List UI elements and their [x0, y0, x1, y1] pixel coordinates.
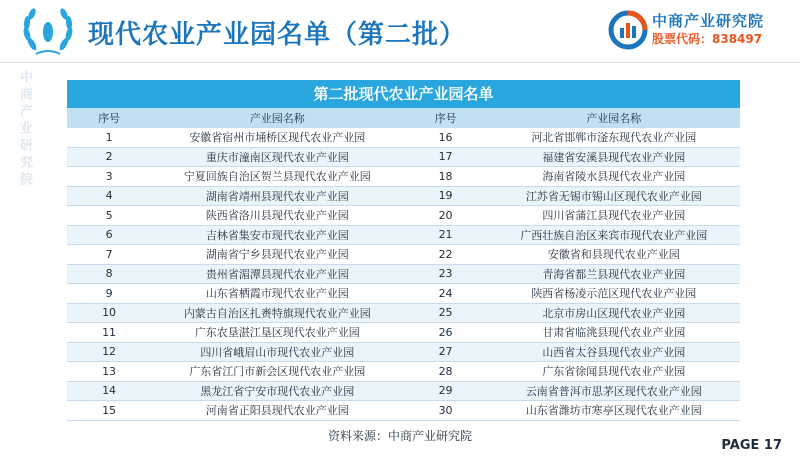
column-header: 序号: [404, 108, 488, 128]
table-title: 第二批现代农业产业园名单: [67, 80, 740, 108]
table-row: [67, 225, 740, 245]
table-row: [67, 167, 740, 187]
header-bar: [0, 0, 800, 62]
row-number-cell: 30: [404, 401, 488, 421]
page-number: PAGE 17: [721, 438, 782, 453]
table-row: [67, 342, 740, 362]
laurel-wreath-icon: [18, 6, 78, 58]
row-number-cell: 7: [67, 245, 151, 265]
brand-block: [608, 8, 778, 52]
park-name-cell: 青海省都兰县现代农业产业园: [488, 264, 740, 284]
park-list-table: [67, 80, 740, 421]
table-row: [67, 245, 740, 265]
column-header: 产业园名称: [488, 108, 740, 128]
park-name-cell: 河北省邯郸市滏东现代农业产业园: [488, 128, 740, 148]
row-number-cell: 6: [67, 225, 151, 245]
park-name-cell: 湖南省靖州县现代农业产业园: [151, 186, 403, 206]
column-header: 产业园名称: [151, 108, 403, 128]
row-number-cell: 24: [404, 284, 488, 304]
park-name-cell: 安徽省宿州市埇桥区现代农业产业园: [151, 128, 403, 148]
row-number-cell: 16: [404, 128, 488, 148]
row-number-cell: 20: [404, 206, 488, 226]
park-name-cell: 贵州省湄潭县现代农业产业园: [151, 264, 403, 284]
row-number-cell: 15: [67, 401, 151, 421]
park-name-cell: 山东省潍坊市寒亭区现代农业产业园: [488, 401, 740, 421]
park-name-cell: 安徽省和县现代农业产业园: [488, 245, 740, 265]
row-number-cell: 17: [404, 147, 488, 167]
park-name-cell: 河南省正阳县现代农业产业园: [151, 401, 403, 421]
park-name-cell: 陕西省洛川县现代农业产业园: [151, 206, 403, 226]
park-name-cell: 四川省峨眉山市现代农业产业园: [151, 342, 403, 362]
row-number-cell: 21: [404, 225, 488, 245]
table-row: [67, 362, 740, 382]
page-title: 现代农业产业园名单（第二批）: [88, 20, 467, 50]
park-name-cell: 海南省陵水县现代农业产业园: [488, 167, 740, 187]
row-number-cell: 9: [67, 284, 151, 304]
park-name-cell: 福建省安溪县现代农业产业园: [488, 147, 740, 167]
park-name-cell: 云南省普洱市思茅区现代农业产业园: [488, 381, 740, 401]
row-number-cell: 11: [67, 323, 151, 343]
data-table: [67, 108, 740, 421]
table-header-row: [67, 108, 740, 128]
park-name-cell: 广东农垦湛江垦区现代农业产业园: [151, 323, 403, 343]
stock-code: 股票代码：838497: [652, 32, 763, 46]
row-number-cell: 25: [404, 303, 488, 323]
park-name-cell: 江苏省无锡市锡山区现代农业产业园: [488, 186, 740, 206]
row-number-cell: 2: [67, 147, 151, 167]
park-name-cell: 黑龙江省宁安市现代农业产业园: [151, 381, 403, 401]
table-row: [67, 128, 740, 148]
row-number-cell: 3: [67, 167, 151, 187]
row-number-cell: 13: [67, 362, 151, 382]
park-name-cell: 吉林省集安市现代农业产业园: [151, 225, 403, 245]
table-row: [67, 284, 740, 304]
row-number-cell: 18: [404, 167, 488, 187]
table-row: [67, 401, 740, 421]
row-number-cell: 28: [404, 362, 488, 382]
table-row: [67, 186, 740, 206]
park-name-cell: 内蒙古自治区扎赉特旗现代农业产业园: [151, 303, 403, 323]
park-name-cell: 广西壮族自治区来宾市现代农业产业园: [488, 225, 740, 245]
row-number-cell: 5: [67, 206, 151, 226]
park-name-cell: 北京市房山区现代农业产业园: [488, 303, 740, 323]
row-number-cell: 27: [404, 342, 488, 362]
park-name-cell: 四川省蒲江县现代农业产业园: [488, 206, 740, 226]
data-source-note: 资料来源：中商产业研究院: [327, 429, 472, 443]
row-number-cell: 4: [67, 186, 151, 206]
park-name-cell: 广东省徐闻县现代农业产业园: [488, 362, 740, 382]
column-header: 序号: [67, 108, 151, 128]
row-number-cell: 22: [404, 245, 488, 265]
park-name-cell: 重庆市潼南区现代农业产业园: [151, 147, 403, 167]
table-row: [67, 381, 740, 401]
row-number-cell: 19: [404, 186, 488, 206]
park-name-cell: 甘肃省临洮县现代农业产业园: [488, 323, 740, 343]
park-name-cell: 广东省江门市新会区现代农业产业园: [151, 362, 403, 382]
park-name-cell: 宁夏回族自治区贺兰县现代农业产业园: [151, 167, 403, 187]
row-number-cell: 14: [67, 381, 151, 401]
table-row: [67, 147, 740, 167]
row-number-cell: 12: [67, 342, 151, 362]
table-row: [67, 264, 740, 284]
row-number-cell: 29: [404, 381, 488, 401]
row-number-cell: 26: [404, 323, 488, 343]
row-number-cell: 1: [67, 128, 151, 148]
park-name-cell: 湖南省宁乡县现代农业产业园: [151, 245, 403, 265]
row-number-cell: 8: [67, 264, 151, 284]
table-row: [67, 206, 740, 226]
header-divider: [0, 62, 800, 63]
row-number-cell: 23: [404, 264, 488, 284]
row-number-cell: 10: [67, 303, 151, 323]
park-name-cell: 山西省太谷县现代农业产业园: [488, 342, 740, 362]
company-logo-icon: [608, 10, 648, 50]
watermark: 中商产业研究院: [17, 70, 32, 189]
park-name-cell: 陕西省杨凌示范区现代农业产业园: [488, 284, 740, 304]
table-row: [67, 323, 740, 343]
park-name-cell: 山东省栖霞市现代农业产业园: [151, 284, 403, 304]
brand-name: 中商产业研究院: [652, 12, 765, 30]
table-row: [67, 303, 740, 323]
